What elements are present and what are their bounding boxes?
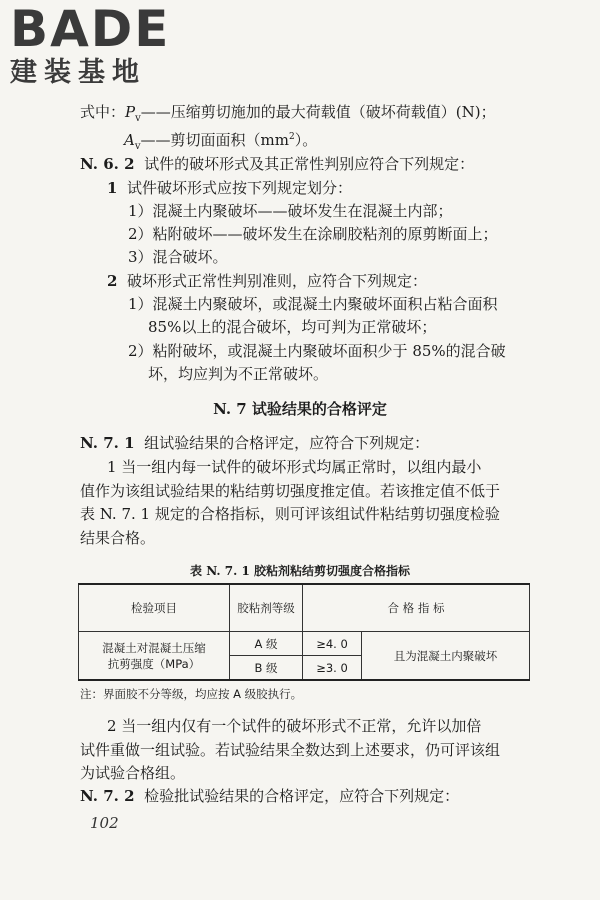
- av-text: ——剪切面面积（mm: [140, 131, 289, 149]
- site-logo: [10, 0, 190, 88]
- subitem-continued: 坏，均应判为不正常破坏。: [148, 365, 329, 383]
- table-grade-cell: B 级: [230, 656, 303, 681]
- subitem-continued: 85%以上的混合破坏，均可判为正常破坏；: [148, 318, 437, 336]
- subitem: 3）混合破坏。: [128, 248, 228, 266]
- clause-number: N. 7. 2: [80, 787, 135, 805]
- table-header-item: 检验项目: [79, 584, 230, 632]
- paragraph-line: 值作为该组试验结果的粘结剪切强度推定值。若该推定值不低于: [80, 482, 501, 500]
- subitem: 2）粘附破坏，或混凝土内聚破坏面积少于 85%的混合破: [128, 342, 506, 360]
- item-text: 破坏形式正常性判别准则，应符合下列规定：: [126, 272, 427, 290]
- item-number: 2: [107, 272, 118, 290]
- item-number: 1: [107, 179, 118, 197]
- table-header-criteria: 合 格 指 标: [303, 584, 530, 632]
- item-text: 试件破坏形式应按下列规定划分：: [126, 179, 352, 197]
- clause-n62: [80, 153, 474, 175]
- paragraph-line: 结果合格。: [80, 529, 156, 547]
- table-item-cell: [79, 632, 230, 681]
- table-merged-note: 且为混凝土内聚破坏: [362, 632, 530, 681]
- subitem: 2）粘附破坏——破坏发生在涂刷胶粘剂的原剪断面上；: [128, 225, 498, 243]
- logo-wordmark: BADE: [10, 0, 171, 58]
- table-grade-cell: A 级: [230, 632, 303, 656]
- item-1: [107, 177, 352, 199]
- table-caption: 表 N. 7. 1 胶粘剂粘结剪切强度合格指标: [190, 564, 410, 578]
- clause-text: 组试验结果的合格评定，应符合下列规定：: [144, 434, 430, 452]
- subitem: 1）混凝土内聚破坏，或混凝土内聚破坏面积占粘合面积: [128, 295, 498, 313]
- table-value-cell: ≥3. 0: [303, 656, 362, 681]
- table-value-cell: ≥4. 0: [303, 632, 362, 656]
- paragraph-line: 试件重做一组试验。若试验结果全数达到上述要求，仍可评该组: [80, 741, 501, 759]
- paragraph-line: 2 当一组内仅有一个试件的破坏形式不正常，允许以加倍: [107, 717, 482, 735]
- av-symbol: A: [124, 131, 135, 149]
- table-footnote: 注：界面胶不分等级，均应按 A 级胶执行。: [80, 687, 303, 701]
- page-number: 102: [90, 814, 119, 832]
- paragraph-line: 1 当一组内每一试件的破坏形式均属正常时，以组内最小: [107, 458, 482, 476]
- definition-prefix: 式中：: [80, 103, 126, 121]
- clause-number: N. 6. 2: [80, 155, 135, 173]
- clause-text: 试件的破坏形式及其正常性判别应符合下列规定：: [144, 155, 475, 173]
- pv-text: ——压缩剪切施加的最大荷载值（破坏荷载值）(N)；: [140, 103, 496, 121]
- clause-number: N. 7. 1: [80, 434, 135, 452]
- logo-subtitle: 建装基地: [10, 57, 146, 88]
- subitem: 1）混凝土内聚破坏——破坏发生在混凝土内部；: [128, 202, 453, 220]
- clause-text: 检验批试验结果的合格评定，应符合下列规定：: [144, 787, 460, 805]
- section-heading: N. 7 试验结果的合格评定: [213, 400, 387, 418]
- table-header-grade: 胶粘剂等级: [230, 584, 303, 632]
- paragraph-line: 为试验合格组。: [80, 764, 186, 782]
- item-line: 抗剪强度（MPa）: [107, 656, 201, 671]
- av-end: ）。: [294, 131, 318, 149]
- av-superscript: 2: [288, 132, 295, 142]
- pv-subscript: v: [135, 113, 141, 124]
- item-line: 混凝土对混凝土压缩: [102, 640, 206, 655]
- pv-symbol: P: [125, 103, 136, 121]
- av-subscript: v: [134, 141, 141, 152]
- item-2: [107, 270, 427, 292]
- spec-table: [78, 583, 530, 681]
- clause-n72: [80, 785, 459, 807]
- paragraph-line: 表 N. 7. 1 规定的合格指标，则可评该组试件粘结剪切强度检验: [80, 505, 500, 523]
- clause-n71: [80, 432, 429, 454]
